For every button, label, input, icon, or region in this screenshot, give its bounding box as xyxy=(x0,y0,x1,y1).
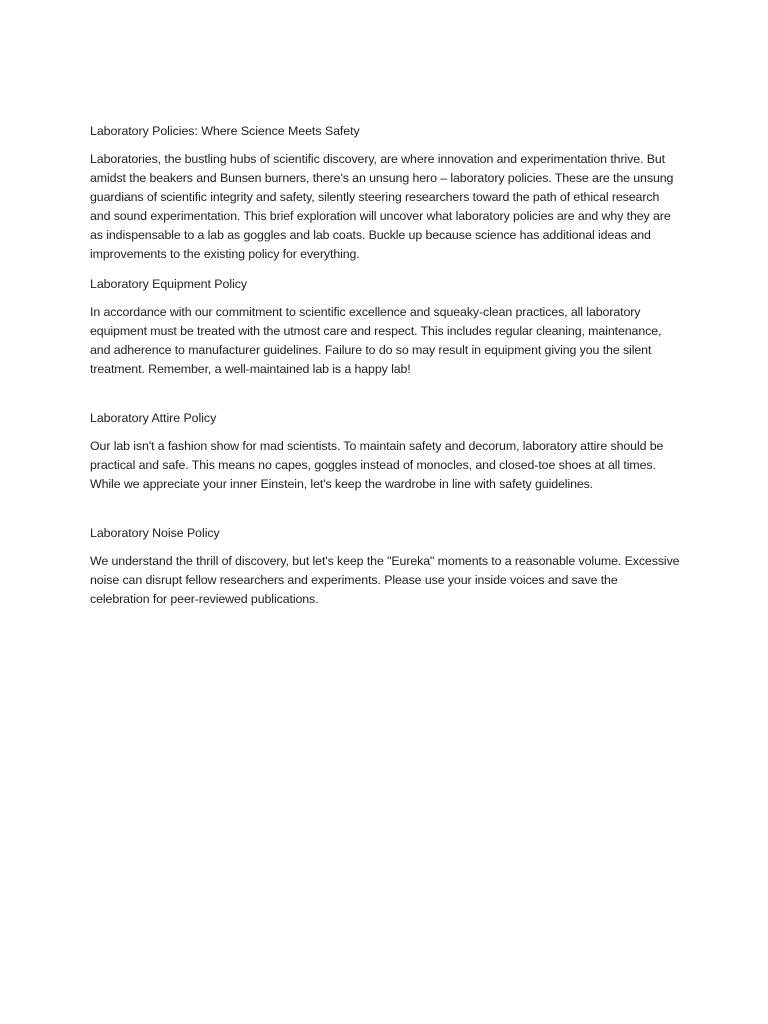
section-body-noise: We understand the thrill of discovery, but let's keep the "Eureka" moments to a reasonable volume. Excessive noise can disrupt fellow researchers and experiments. Please use your inside voices and save the celebration for peer-reviewed publications. xyxy=(90,554,680,607)
document-title: Laboratory Policies: Where Science Meets Safety xyxy=(90,124,360,138)
section-heading-equipment: Laboratory Equipment Policy xyxy=(90,276,248,291)
section-body-attire: Our lab isn't a fashion show for mad scientists. To maintain safety and decorum, laboratory attire should be practical and safe. This means no capes, goggles instead of monocles, and closed-toe shoes at all times. While we appreciate your inner Einstein, let's keep the wardrobe in line with safety guidelines. xyxy=(90,438,664,492)
section-spacer xyxy=(90,504,680,524)
section-heading-attire: Laboratory Attire Policy xyxy=(90,410,217,425)
section-heading-noise: Laboratory Noise Policy xyxy=(90,526,220,541)
section-body-equipment: In accordance with our commitment to scientific excellence and squeaky-clean practices, all laboratory equipment must be treated with the utmost care and respect. This includes regular cleaning, maintenance, and adherence to manufacturer guidelines. Failure to do so may result in equipment giving you the silent treatment. Remember, a well-maintained lab is a happy lab! xyxy=(90,304,662,376)
intro-paragraph: Laboratories, the bustling hubs of scientific discovery, are where innovation and experimentation thrive. But amidst the beakers and Bunsen burners, there's an unsung hero – laboratory policies. These are the unsung guardians of scientific integrity and safety, silently steering researchers toward the path of ethical research and sound experimentation. This brief exploration will uncover what laboratory policies are and why they are as indispensable to a lab as goggles and lab coats. Buckle up because science has additional ideas and improvements to the existing policy for everything. xyxy=(90,152,674,262)
section-spacer xyxy=(90,389,680,409)
document-page xyxy=(90,122,680,620)
